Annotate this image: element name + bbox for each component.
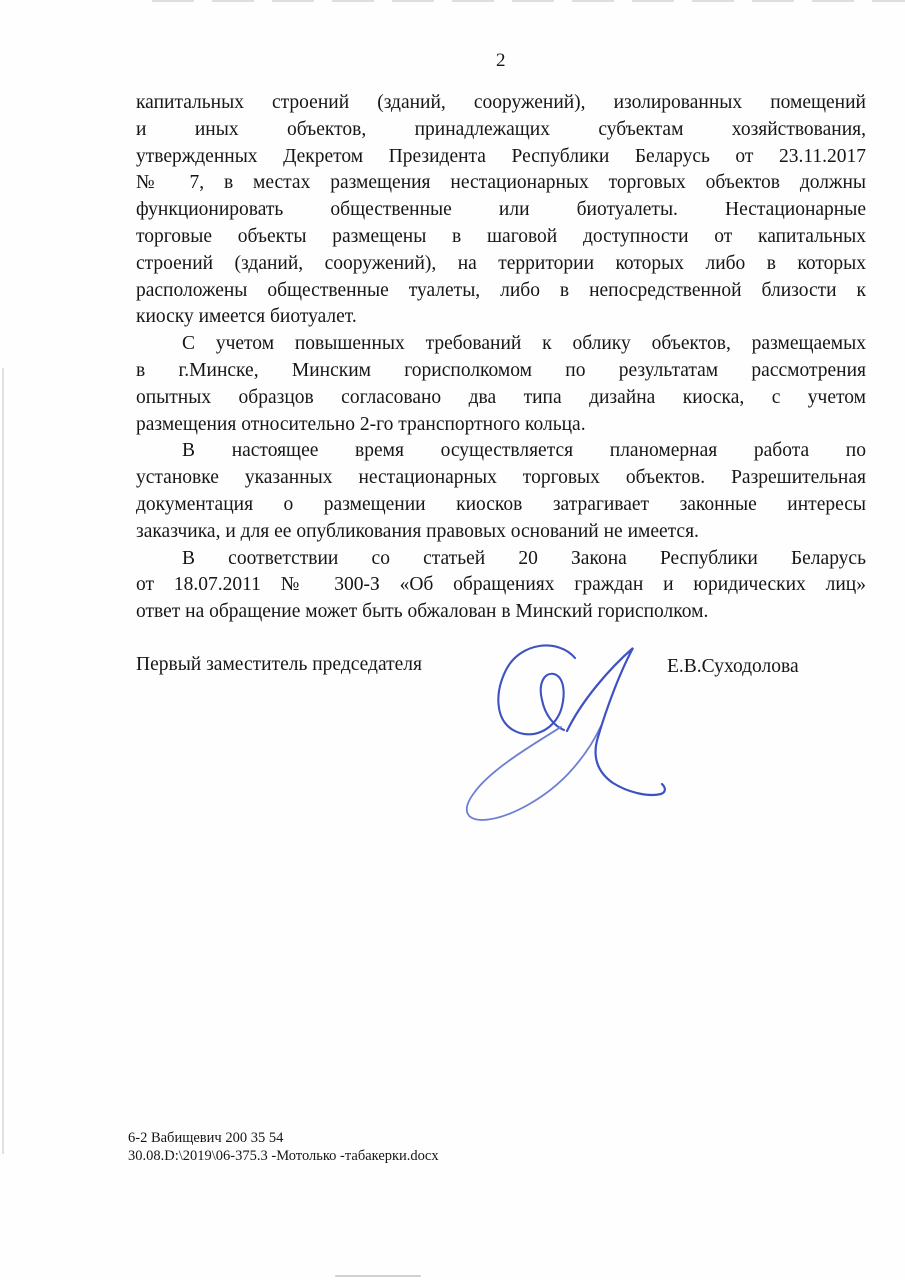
signer-position-label: Первый заместитель председателя (136, 654, 422, 675)
body-line: утвержденных Декретом Президента Республики Беларусь от 23.11.2017 (136, 145, 866, 167)
scan-artifact-top-edge (152, 0, 905, 2)
body-line: расположены общественные туалеты, либо в непосредственной близости к (136, 279, 866, 301)
footer-contact-line: 6-2 Вабищевич 200 35 54 (128, 1130, 284, 1146)
body-line: документация о размещении киосков затрагивает законные интересы (136, 493, 866, 515)
body-line: В соответствии со статьей 20 Закона Республики Беларусь (182, 547, 866, 569)
handwritten-signature (450, 630, 690, 830)
body-line: и иных объектов, принадлежащих субъектам хозяйствования, (136, 118, 866, 140)
body-line: от 18.07.2011 № 300-З «Об обращениях граждан и юридических лиц» (136, 574, 866, 596)
page-number: 2 (496, 50, 506, 71)
signer-name-label: Е.В.Суходолова (667, 656, 799, 677)
body-line: торговые объекты размещены в шаговой доступности от капитальных (136, 225, 866, 247)
body-line: № 7, в местах размещения нестационарных торговых объектов должны (136, 172, 866, 194)
body-line: С учетом повышенных требований к облику объектов, размещаемых (182, 333, 866, 355)
body-line: заказчика, и для ее опубликования правовых оснований не имеется. (136, 520, 699, 542)
body-line: ответ на обращение может быть обжалован в Минский горисполком. (136, 601, 709, 623)
body-line: опытных образцов согласовано два типа дизайна киоска, с учетом (136, 386, 866, 408)
body-line: строений (зданий, сооружений), на территории которых либо в которых (136, 252, 866, 274)
document-body (136, 90, 866, 626)
signature-ink-icon (450, 630, 690, 830)
body-line: размещения относительно 2-го транспортного кольца. (136, 413, 586, 435)
body-line: В настоящее время осуществляется планомерная работа по (182, 440, 866, 462)
body-line: капитальных строений (зданий, сооружений), изолированных помещений (136, 92, 866, 113)
body-line: функционировать общественные или биотуалеты. Нестационарные (136, 199, 866, 221)
body-line: в г.Минске, Минским горисполкомом по результатам рассмотрения (136, 359, 866, 381)
scan-artifact-left-edge (2, 368, 4, 1154)
body-line: киоску имеется биотуалет. (136, 306, 357, 328)
body-line: установке указанных нестационарных торговых объектов. Разрешительная (136, 467, 866, 489)
footer-filepath-line: 30.08.D:\2019\06-375.3 -Мотолько -табакерки.docx (128, 1147, 439, 1164)
scan-artifact-bottom-edge (335, 1275, 421, 1277)
footer (128, 1130, 439, 1165)
